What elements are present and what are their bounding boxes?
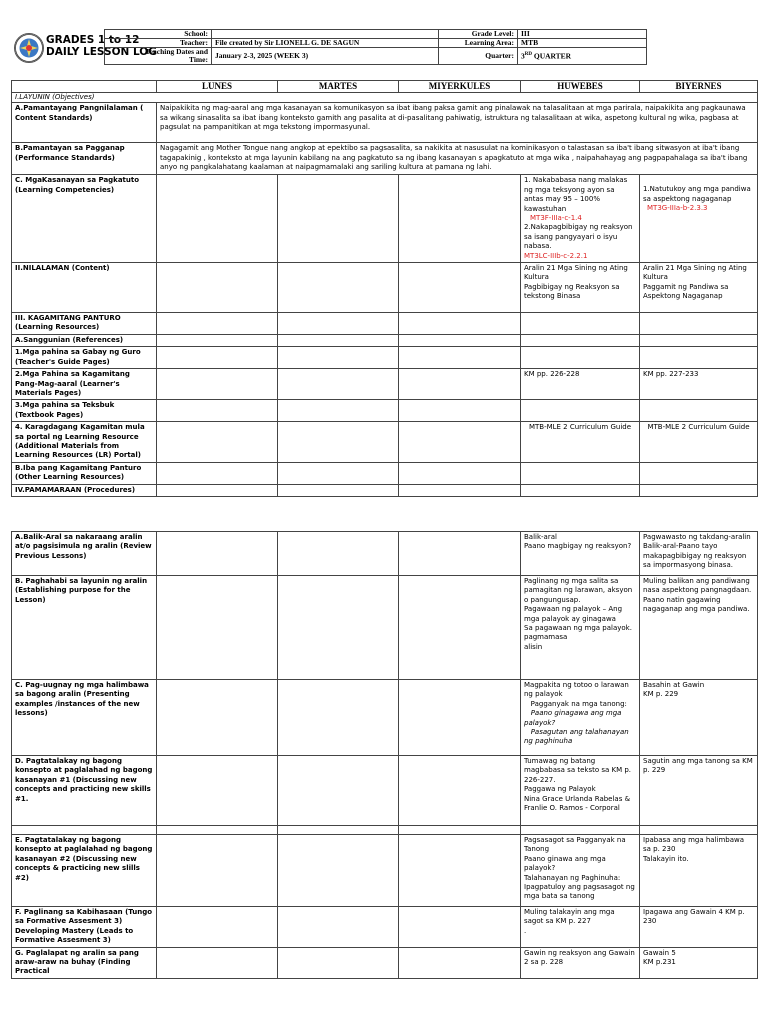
application-label: G. Paglalapat ng aralin sa pang araw-araw na buhay (Finding Practical	[12, 947, 157, 978]
competencies-label: C. MgaKasanayan sa Pagkatuto (Learning Competencies)	[12, 175, 157, 263]
mastery-huwebes: Muling talakayin ang mga sagot sa KM p. 227 .	[521, 907, 640, 948]
discussion-2-biyernes: Ipabasa ang mga halimbawa sa p. 230 Talakayin ito.	[640, 835, 758, 907]
quarter-label: Quarter:	[439, 48, 518, 65]
content-standards-text: Naipakikita ng mag-aaral ang mga kasanayan sa komunikasyon sa ibat ibang paksa gamit ang pinalawak na talasalitaan at mga parirala, naipakikita ang pagkaunawa sa wikang sinasalita sa ibat ibang konteksto gamith ang pasalita at di-pasalitang pahiwatig, istruktura ng talasalitaan at wika, aspetong kultural ng wika, pagbasa at pagsulat na pampanitikan at mga tekstong impormasyunal.	[157, 103, 758, 143]
references-label: A.Sanggunian (References)	[12, 334, 157, 346]
examples-label: C. Pag-uugnay ng mga halimbawa sa bagong aralin (Presenting examples /instances of the new lessons)	[12, 680, 157, 756]
teachers-guide-label: 1.Mga pahina sa Gabay ng Guro (Teacher's Guide Pages)	[12, 347, 157, 369]
competencies-huwebes: 1. Nakababasa nang malakas ng mga teksyong ayon sa antas may 95 – 100% kawastuhan MT3F-IIIa-c-1.4 2.Nakapagbibigay ng reaksyon sa isang pangyayari o isyu nabasa. MT3LC-IIIb-c-2.2.1	[521, 175, 640, 263]
teacher-value: File created by Sir LIONELL G. DE SAGUN	[212, 39, 439, 48]
day-header-huwebes: HUWEBES	[521, 81, 640, 93]
learners-materials-label: 2.Mga Pahina sa Kagamitang Pang-Mag-aaral (Learner's Materials Pages)	[12, 369, 157, 400]
day-header-lunes: LUNES	[157, 81, 278, 93]
competencies-miyerkules	[399, 175, 521, 263]
content-label: II.NILALAMAN (Content)	[12, 263, 157, 313]
title-line-2: DAILY LESSON LOG	[46, 46, 157, 58]
mastery-biyernes: Ipagawa ang Gawain 4 KM p. 230	[640, 907, 758, 948]
content-biyernes: Aralin 21 Mga Sining ng Ating Kultura Paggamit ng Pandiwa sa Aspektong Nagaganap	[640, 263, 758, 313]
other-resources-label: B.Iba pang Kagamitang Panturo (Other Learning Resources)	[12, 462, 157, 484]
review-biyernes: Pagwawasto ng takdang-aralin Balik-aral-Paano tayo makapagbibigay ng reaksyon sa impormasyong binasa.	[640, 532, 758, 576]
review-huwebes: Balik-aral Paano magbigay ng reaksyon?	[521, 532, 640, 576]
teacher-label: Teacher:	[105, 39, 212, 48]
mastery-label: F. Paglinang sa Kabihasaan (Tungo sa Formative Assesment 3) Developing Mastery (Leads to Formative Assesment 3)	[12, 907, 157, 948]
corner-cell	[12, 81, 157, 93]
lr-portal-label: 4. Karagdagang Kagamitan mula sa portal ng Learning Resource (Additional Materials from Learning Resources (LR) Portal)	[12, 422, 157, 463]
day-header-martes: MARTES	[278, 81, 399, 93]
dates-value: January 2-3, 2025 (WEEK 3)	[212, 48, 439, 65]
day-header-biyernes: BIYERNES	[640, 81, 758, 93]
discussion-2-label: E. Pagtatalakay ng bagong konsepto at paglalahad ng bagong kasanayan #2 (Discussing new concepts & practicing new slills #2)	[12, 835, 157, 907]
learners-materials-biyernes: KM pp. 227-233	[640, 369, 758, 400]
grade-label: Grade Level:	[439, 30, 518, 39]
discussion-1-label: D. Pagtatalakay ng bagong konsepto at paglalahad ng bagong kasanayan #1 (Discussing new concepts and practicing new skills #1.	[12, 756, 157, 826]
competency-code: MT3LC-IIIb-c-2.2.1	[524, 251, 588, 260]
discussion-1-huwebes: Tumawag ng batang magbabasa sa teksto sa KM p. 226-227. Paggawa ng Palayok Nina Grace Urlanda Rabelas & Franlie O. Ramos - Corporal	[521, 756, 640, 826]
procedures-label: IV.PAMAMARAAN (Procedures)	[12, 484, 157, 496]
content-standards-label: A.Pamantayang Pangnilalaman ( Content Standards)	[12, 103, 157, 143]
dates-label: Teaching Dates and Time:	[105, 48, 212, 65]
competencies-lunes	[157, 175, 278, 263]
competencies-martes	[278, 175, 399, 263]
purpose-huwebes: Paglinang ng mga salita sa pamagitan ng larawan, aksyon o pangungusap. Pagawaan ng palayok – Ang mga palayok ay ginagawa Sa pagawaan ng mga palayok. pagmamasa alisin	[521, 576, 640, 680]
school-label: School:	[105, 30, 212, 39]
resources-label: III. KAGAMITANG PANTURO (Learning Resources)	[12, 313, 157, 335]
competency-code: MT3F-IIIa-c-1.4	[530, 214, 582, 223]
competency-code: MT3G-IIIa-b-2.3.3	[647, 204, 708, 213]
quarter-value: 3RD QUARTER	[518, 48, 647, 65]
lr-portal-biyernes: MTB-MLE 2 Curriculum Guide	[640, 422, 758, 463]
lesson-log-table-top	[11, 80, 758, 497]
day-header-miyerkules: MIYERKULES	[399, 81, 521, 93]
lr-portal-huwebes: MTB-MLE 2 Curriculum Guide	[521, 422, 640, 463]
performance-standards-label: B.Pamantayan sa Pagganap (Performance Standards)	[12, 143, 157, 175]
lesson-log-table-procedures	[11, 531, 758, 979]
title-line-1: GRADES 1 to 12	[46, 34, 140, 46]
area-label: Learning Area:	[439, 39, 518, 48]
content-huwebes: Aralin 21 Mga Sining ng Ating Kultura Pagbibigay ng Reaksyon sa tekstong Binasa	[521, 263, 640, 313]
discussion-2-huwebes: Pagsasagot sa Pagganyak na Tanong Paano ginawa ang mga palayok? Talahanayan ng Paghinuha: Ipagpatuloy ang pagsasagot ng mga bata sa tanong	[521, 835, 640, 907]
objectives-section-label: I.LAYUNIN (Objectives)	[12, 93, 758, 103]
application-biyernes: Gawain 5 KM p.231	[640, 947, 758, 978]
performance-standards-text: Nagagamit ang Mother Tongue nang angkop at epektibo sa pagsasalita, sa nakikita at nasusulat na kominikasyon o talastasan sa iba't ibang sitwasyon at iba't ibang tagapakinig , konteksto at mga layunin kabilang na ang pagkatuto sa ng ibang kasanayan s apagkatuto at mga wika , naipahahayag ang pagpapahalaga sa iba't ibang anyo ng pangkalahatang kaalaman at naipagmamalaki ang sariling kultura at pamana ng lahi.	[157, 143, 758, 175]
textbook-label: 3.Mga pahina sa Teksbuk (Textbook Pages)	[12, 400, 157, 422]
competencies-biyernes: 1.Natutukoy ang mga pandiwa sa aspektong nagaganap MT3G-IIIa-b-2.3.3	[640, 175, 758, 263]
purpose-label: B. Paghahabi sa layunin ng aralin (Establishing purpose for the Lesson)	[12, 576, 157, 680]
header-info-table	[10, 29, 647, 65]
examples-biyernes: Basahin at Gawin KM p. 229	[640, 680, 758, 756]
purpose-biyernes: Muling balikan ang pandiwang nasa aspektong pangnagdaan. Paano natin gagawing nagaganap ang mga pandiwa.	[640, 576, 758, 680]
title-cell	[10, 30, 105, 65]
examples-huwebes: Magpakita ng totoo o larawan ng palayok Pagganyak na mga tanong: Paano ginagawa ang mga palayok? Pasagutan ang talahanayan ng paghinuha	[521, 680, 640, 756]
learners-materials-huwebes: KM pp. 226-228	[521, 369, 640, 400]
application-huwebes: Gawin ng reaksyon ang Gawain 2 sa p. 228	[521, 947, 640, 978]
review-label: A.Balik-Aral sa nakaraang aralin at/o pagsisimula ng aralin (Review Previous Lessons)	[12, 532, 157, 576]
discussion-1-biyernes: Sagutin ang mga tanong sa KM p. 229	[640, 756, 758, 826]
grade-value: III	[518, 30, 647, 39]
spacer-row	[12, 826, 157, 835]
area-value: MTB	[518, 39, 647, 48]
